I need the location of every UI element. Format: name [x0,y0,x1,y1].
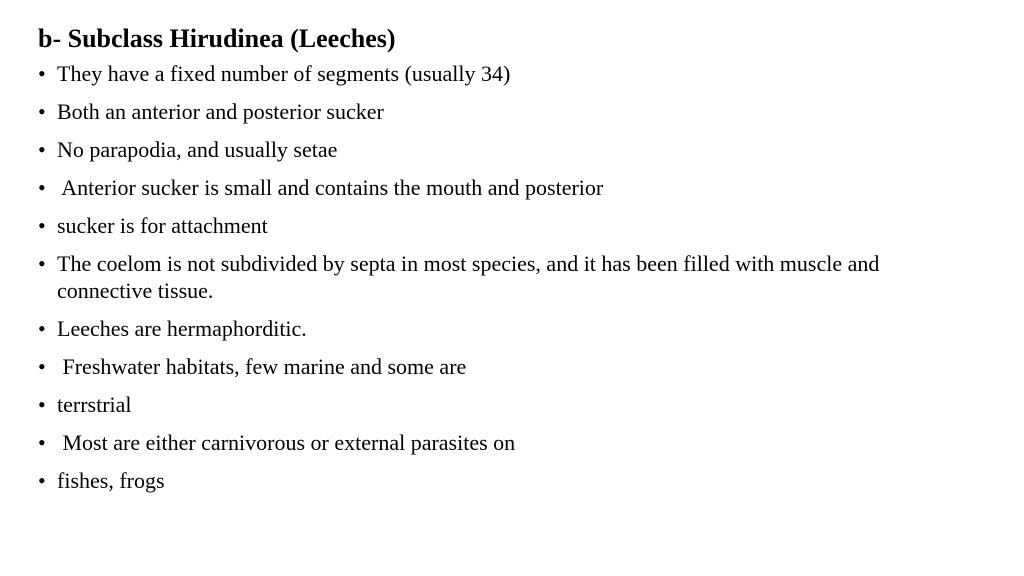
bullet-item [38,391,957,418]
bullet-text: Anterior sucker is small and contains the mouth and posterior [57,175,604,200]
bullet-icon: • [38,316,46,341]
bullet-item [38,467,957,494]
bullet-item [38,60,957,87]
bullet-text: Leeches are hermaphorditic. [57,316,307,341]
bullet-item [38,136,957,163]
bullet-icon: • [38,61,46,86]
bullet-icon: • [38,137,46,162]
bullet-text: terrstrial [57,392,132,417]
bullet-item [38,429,957,456]
bullet-text: Both an anterior and posterior sucker [57,99,384,124]
bullet-text: sucker is for attachment [57,213,268,238]
bullet-item [38,212,957,239]
bullet-icon: • [38,251,46,276]
bullet-icon: • [38,213,46,238]
bullet-icon: • [38,175,46,200]
bullet-icon: • [38,99,46,124]
bullet-item [38,98,957,125]
bullet-list [38,60,984,494]
bullet-item [38,174,957,201]
bullet-text: The coelom is not subdivided by septa in most species, and it has been filled with muscle and connective tissue. [57,251,880,303]
bullet-item [38,315,957,342]
bullet-item [38,353,957,380]
bullet-text: They have a fixed number of segments (usually 34) [57,61,511,86]
bullet-text: Freshwater habitats, few marine and some are [57,354,467,379]
bullet-text: Most are either carnivorous or external parasites on [57,430,516,455]
bullet-icon: • [38,430,46,455]
bullet-text: fishes, frogs [57,468,165,493]
bullet-icon: • [38,354,46,379]
bullet-text: No parapodia, and usually setae [57,137,338,162]
bullet-icon: • [38,392,46,417]
bullet-icon: • [38,468,46,493]
slide-title: b- Subclass Hirudinea (Leeches) [38,24,396,53]
bullet-item [38,250,957,304]
